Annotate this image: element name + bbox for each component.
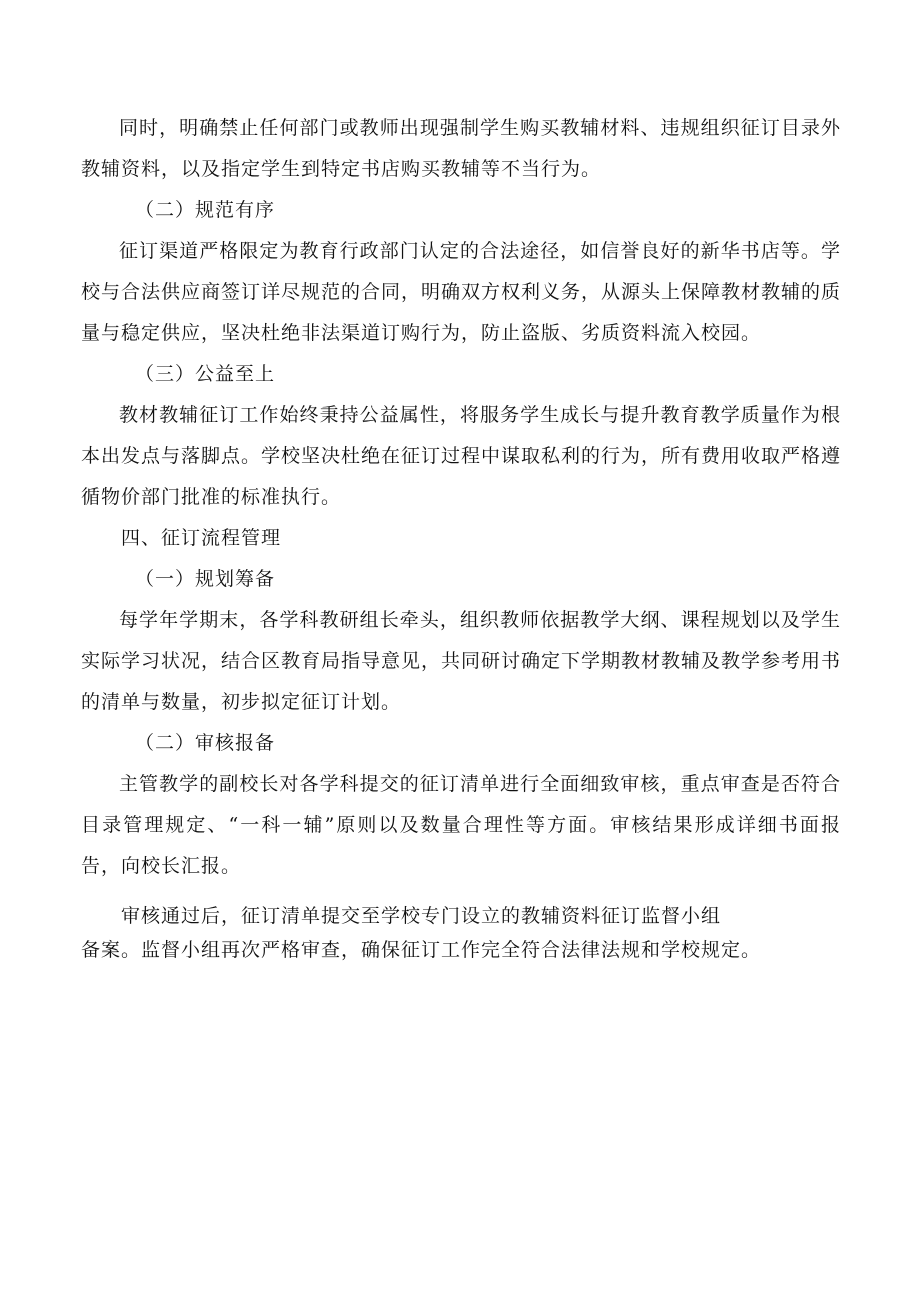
subheading-standardized-order: （二）规范有序	[135, 199, 276, 221]
subheading-review-filing: （二）审核报备	[135, 732, 276, 754]
paragraph-ordering-channels: 征订渠道严格限定为教育行政部门认定的合法途径，如信誉良好的新华书店等。学校与合法供应商签订详尽规范的合同，明确双方权利义务，从源头上保障教材教辅的质量与稳定供应，坚决杜绝非法渠道订购行为，防止盗版、劣质资料流入校园。	[81, 240, 842, 344]
paragraph-supervision-line-2: 备案。监督小组再次严格审查，确保征订工作完全符合法律法规和学校规定。	[81, 939, 762, 961]
subheading-planning: （一）规划筹备	[135, 568, 276, 590]
paragraph-supervision-filing	[81, 899, 841, 967]
document-body	[81, 108, 841, 967]
paragraph-planning: 每学年学期末，各学科教研组长牵头，组织教师依据教学大纲、课程规划以及学生实际学习状况，结合区教育局指导意见，共同研讨确定下学期教材教辅及教学参考用书的清单与数量，初步拟定征订计划。	[81, 609, 842, 713]
paragraph-prohibitions: 同时，明确禁止任何部门或教师出现强制学生购买教辅材料、违规组织征订目录外教辅资料，以及指定学生到特定书店购买教辅等不当行为。	[81, 117, 841, 180]
subheading-public-welfare: （三）公益至上	[135, 363, 276, 385]
paragraph-public-welfare: 教材教辅征订工作始终秉持公益属性，将服务学生成长与提升教育教学质量作为根本出发点与落脚点。学校坚决杜绝在征订过程中谋取私利的行为，所有费用收取严格遵循物价部门批准的标准执行。	[81, 404, 842, 508]
section-heading-ordering-process: 四、征订流程管理	[121, 527, 282, 549]
paragraph-supervision-line-1: 审核通过后，征订清单提交至学校专门设立的教辅资料征订监督小组	[121, 905, 722, 927]
paragraph-review: 主管教学的副校长对各学科提交的征订清单进行全面细致审核，重点审查是否符合目录管理规定、“一科一辅”原则以及数量合理性等方面。审核结果形成详细书面报告，向校长汇报。	[81, 773, 841, 877]
